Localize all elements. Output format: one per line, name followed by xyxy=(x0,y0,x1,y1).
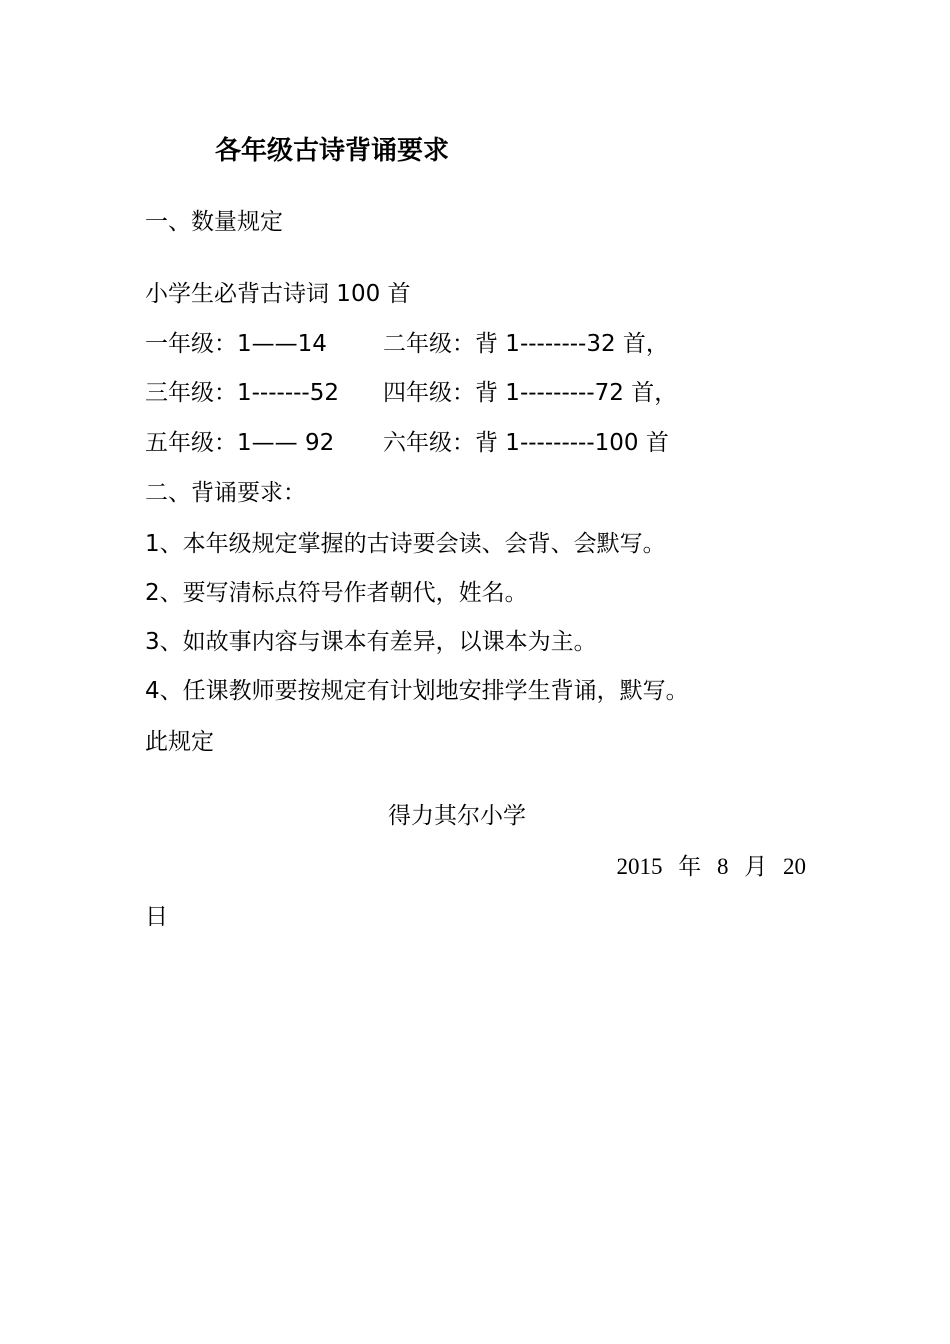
grade-right: 六年级：背 1---------100 首 xyxy=(383,430,669,456)
requirement-item: 2、要写清标点符号作者朝代，姓名。 xyxy=(145,580,528,606)
date-month-unit: 月 xyxy=(744,854,768,879)
requirement-item: 4、任课教师要按规定有计划地安排学生背诵，默写。 xyxy=(145,678,689,704)
grade-left: 一年级：1——14 xyxy=(145,331,327,357)
date-year: 2015 xyxy=(616,854,663,879)
grade-right: 二年级：背 1--------32 首， xyxy=(383,331,669,357)
section-heading-quantity: 一、数量规定 xyxy=(145,209,283,235)
requirement-item: 1、本年级规定掌握的古诗要会读、会背、会默写。 xyxy=(145,531,666,557)
intro-line: 小学生必背古诗词 100 首 xyxy=(145,281,411,307)
document-title: 各年级古诗背诵要求 xyxy=(215,136,450,166)
date-day: 20 xyxy=(783,854,806,879)
date-month: 8 xyxy=(717,854,729,879)
date-day-unit: 日 xyxy=(145,904,168,930)
school-name: 得力其尔小学 xyxy=(388,803,526,829)
grade-right: 四年级：背 1---------72 首， xyxy=(383,380,678,406)
requirement-item: 3、如故事内容与课本有差异，以课本为主。 xyxy=(145,629,597,655)
grade-left: 三年级：1-------52 xyxy=(145,380,339,406)
date-year-unit: 年 xyxy=(678,854,702,879)
grade-left: 五年级：1—— 92 xyxy=(145,430,335,456)
date-line xyxy=(617,852,807,882)
section-heading-requirements: 二、背诵要求： xyxy=(145,480,306,506)
closing-line: 此规定 xyxy=(145,729,214,755)
